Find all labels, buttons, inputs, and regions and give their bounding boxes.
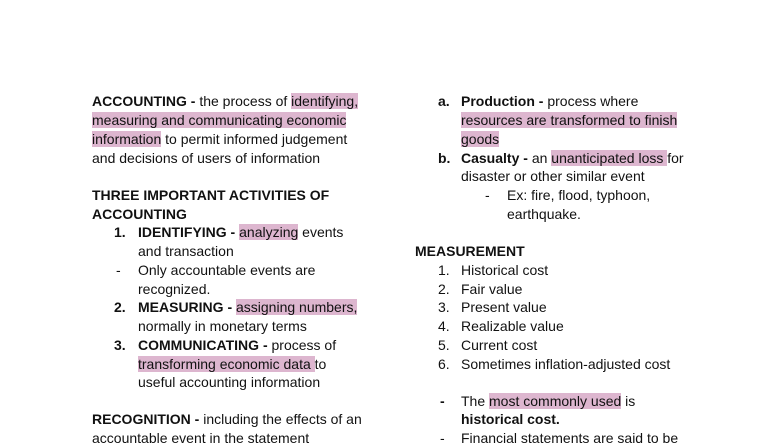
casualty-line-1: Casualty - an unanticipated loss for: [461, 150, 684, 166]
list-number: 6.: [438, 356, 450, 372]
measurement-item: Realizable value: [461, 318, 564, 334]
production-line-1: Production - process where: [461, 93, 639, 109]
note2-line-1: Financial statements are said to be: [461, 430, 679, 446]
measurement-item: Present value: [461, 299, 547, 315]
communicating-line-1: COMMUNICATING - process of: [138, 337, 337, 353]
bullet-dash: -: [485, 187, 490, 203]
casualty-term: Casualty -: [461, 150, 532, 166]
measurement-heading: MEASUREMENT: [415, 243, 525, 259]
measuring-line-2: normally in monetary terms: [138, 318, 307, 334]
sub-note-line-2: recognized.: [138, 281, 211, 297]
identifying-line-1: IDENTIFYING - analyzing events: [138, 224, 344, 240]
recognition-line-2: accountable event in the statement: [92, 430, 310, 446]
highlight: identifying,: [291, 93, 359, 109]
example-line-1: Ex: fire, flood, typhoon,: [507, 187, 651, 203]
measurement-item: Fair value: [461, 281, 523, 297]
accounting-definition-line-2: [92, 111, 346, 129]
list-number: 4.: [438, 318, 450, 334]
measurement-item: Current cost: [461, 337, 538, 353]
measurement-item: Historical cost: [461, 262, 549, 278]
highlight: most commonly used: [489, 393, 622, 409]
highlight: transforming economic data: [138, 356, 315, 372]
highlight: unanticipated loss: [551, 150, 668, 166]
note-line-2: historical cost.: [461, 411, 560, 427]
note-line-1: The most commonly used is: [461, 393, 636, 409]
communicating-line-3: useful accounting information: [138, 374, 321, 390]
highlight: analyzing: [239, 224, 299, 240]
identifying-line-2: and transaction: [138, 243, 234, 259]
sub-note-line-1: Only accountable events are: [138, 262, 316, 278]
bullet-dash: -: [440, 393, 445, 409]
bullet-dash: -: [116, 262, 121, 278]
bullet-dash: -: [440, 430, 445, 446]
list-number: 1.: [114, 224, 126, 240]
production-line-2: [461, 111, 677, 129]
highlight: assigning numbers,: [236, 299, 358, 315]
production-term: Production -: [461, 93, 548, 109]
production-line-3: [461, 130, 499, 148]
measuring-line-1: [138, 298, 357, 316]
activities-heading-line-1: THREE IMPORTANT ACTIVITIES OF: [92, 187, 330, 203]
activities-heading-line-2: ACCOUNTING: [92, 206, 187, 222]
accounting-definition-line-4: and decisions of users of information: [92, 150, 321, 166]
communicating-line-2: transforming economic data to: [138, 356, 327, 372]
highlight: information: [92, 131, 162, 147]
example-line-2: earthquake.: [507, 206, 581, 222]
highlight: resources are transformed to finish: [461, 112, 678, 128]
list-number: 5.: [438, 337, 450, 353]
list-number: 3.: [438, 299, 450, 315]
highlight: measuring and communicating economic: [92, 112, 347, 128]
recognition-term: RECOGNITION -: [92, 411, 204, 427]
list-number: 1.: [438, 262, 450, 278]
accounting-term: ACCOUNTING -: [92, 93, 200, 109]
casualty-line-2: disaster or other similar event: [461, 168, 645, 184]
accounting-definition-line-3: information to permit informed judgement: [92, 131, 348, 147]
identifying-term: IDENTIFYING -: [138, 224, 240, 240]
measurement-item: Sometimes inflation-adjusted cost: [461, 356, 671, 372]
list-number: 3.: [114, 337, 126, 353]
accounting-definition-line-1: ACCOUNTING - the process of identifying,: [92, 93, 359, 109]
communicating-term: COMMUNICATING -: [138, 337, 272, 353]
highlight: goods: [461, 131, 500, 147]
measuring-term: MEASURING -: [138, 299, 236, 315]
recognition-line-1: RECOGNITION - including the effects of an: [92, 411, 362, 427]
list-letter: a.: [438, 93, 450, 109]
list-letter: b.: [438, 150, 451, 166]
list-number: 2.: [438, 281, 450, 297]
list-number: 2.: [114, 299, 126, 315]
